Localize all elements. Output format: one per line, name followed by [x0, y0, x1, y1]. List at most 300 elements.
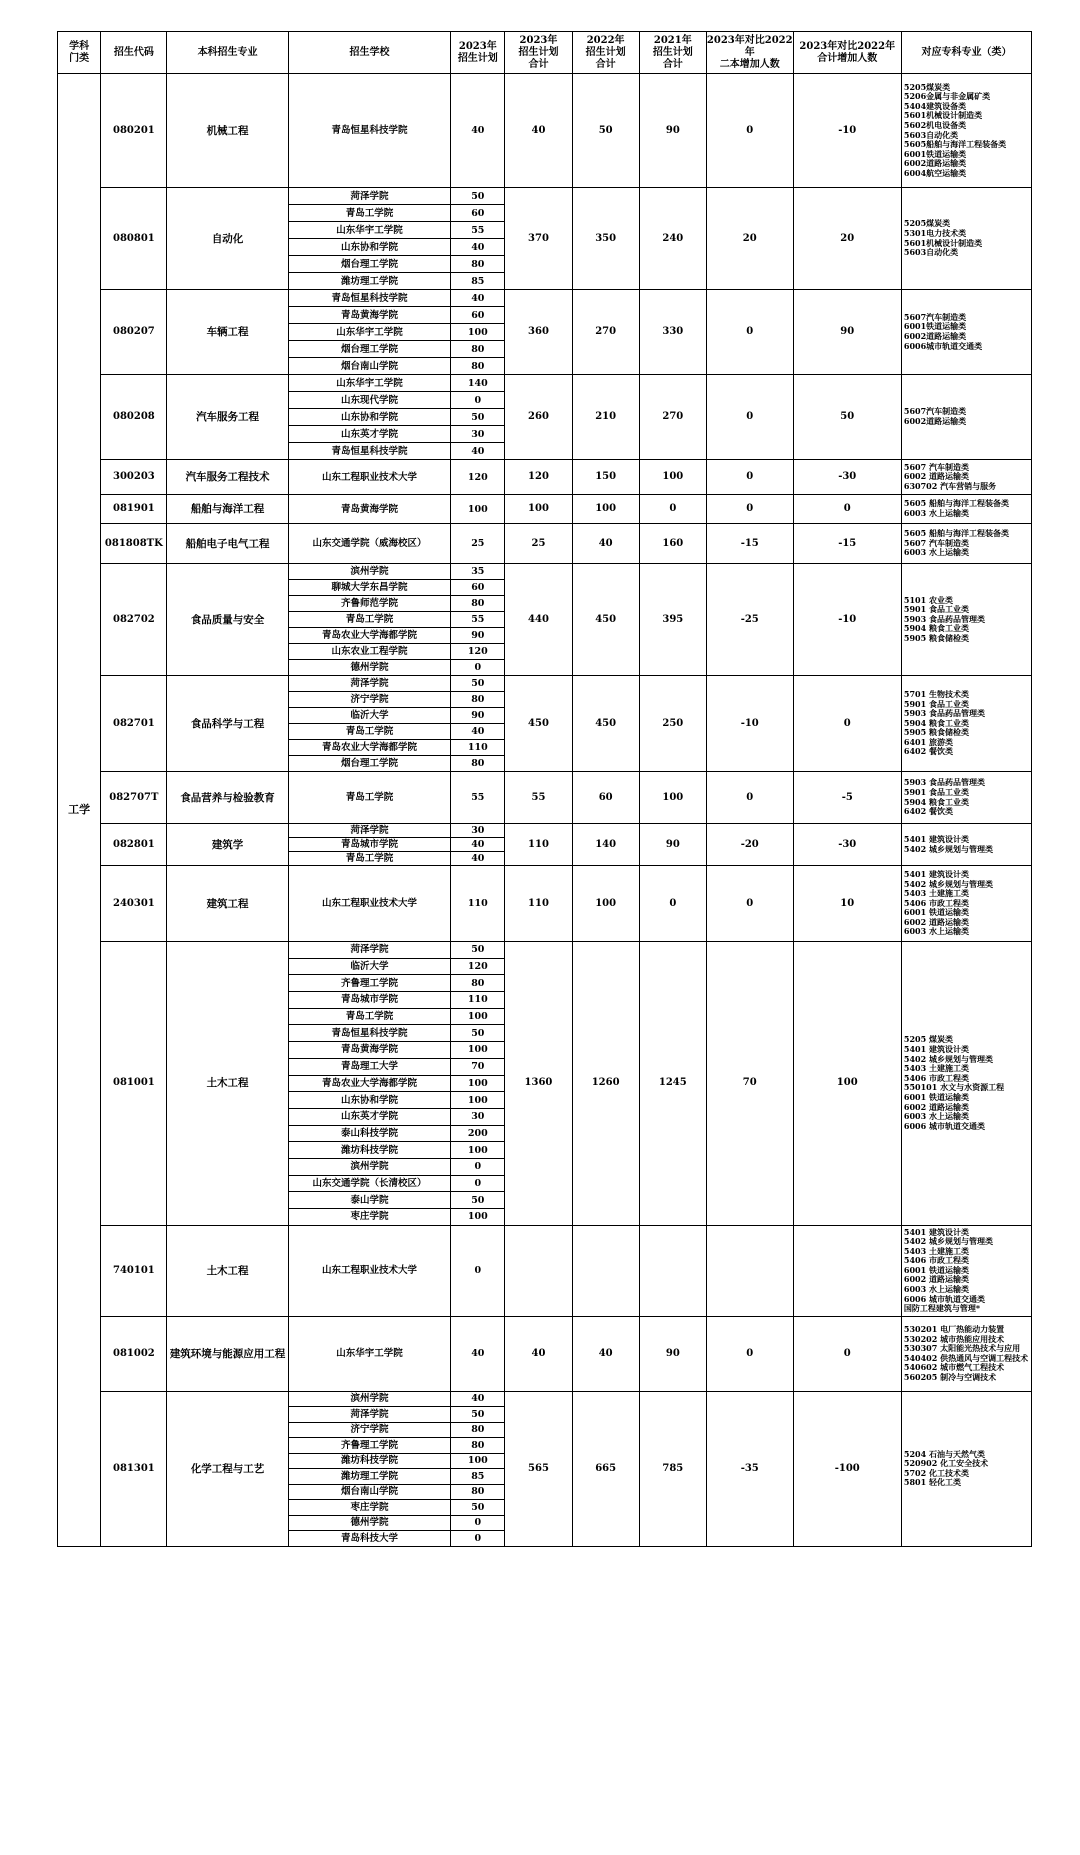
major-name: 建筑环境与能源应用工程 [167, 1316, 288, 1391]
school-plan-2023: 85 [451, 1469, 505, 1485]
mapping-list: 5205煤炭类 5301电力技术类 5601机械设计制造类 5603自动化类 [901, 188, 1031, 290]
increase-total: 0 [793, 495, 901, 524]
total-2022 [572, 1225, 639, 1316]
school-plan-2023: 140 [451, 375, 505, 392]
total-2023: 360 [505, 290, 572, 375]
mapping-list: 5101 农业类 5901 食品工业类 5903 食品药品管理类 5904 粮食工业类 5905 粮食储检类 [901, 564, 1031, 676]
increase-total: 10 [793, 866, 901, 942]
header-line: 门类 [69, 52, 90, 64]
total-2023: 55 [505, 772, 572, 824]
total-2021: 395 [639, 564, 706, 676]
total-2022: 60 [572, 772, 639, 824]
school-name: 青岛恒星科技学院 [288, 443, 451, 460]
school-name: 烟台南山学院 [288, 1484, 451, 1500]
mapping-list: 5205 煤炭类 5401 建筑设计类 5402 城乡规划与管理类 5403 土建施工类 5406 市政工程类 550101 水文与水资源工程 6001 铁道运输类 6002 道路运输类 6003 水上运输类 6006 城市轨道交通类 [901, 942, 1031, 1226]
school-plan-2023: 60 [451, 580, 505, 596]
school-plan-2023: 200 [451, 1125, 505, 1142]
mapping-list: 5204 石油与天然气类 520902 化工安全技术 5702 化工技术类 5801 轻化工类 [901, 1391, 1031, 1546]
total-2022: 50 [572, 74, 639, 188]
school-name: 青岛理工大学 [288, 1058, 451, 1075]
admission-plan-table [57, 31, 1032, 1547]
school-plan-2023: 40 [451, 74, 505, 188]
total-2022: 40 [572, 524, 639, 564]
table-row [58, 460, 1032, 495]
school-name: 青岛科技大学 [288, 1531, 451, 1547]
total-2022: 100 [572, 495, 639, 524]
school-plan-2023: 50 [451, 1025, 505, 1042]
header-line: 合计 [528, 58, 549, 70]
school-name: 青岛工学院 [288, 612, 451, 628]
school-name: 临沂大学 [288, 708, 451, 724]
school-plan-2023: 40 [451, 1316, 505, 1391]
increase-total [793, 1225, 901, 1316]
school-name: 潍坊科技学院 [288, 1142, 451, 1159]
school-name: 山东英才学院 [288, 1108, 451, 1125]
total-2022: 40 [572, 1316, 639, 1391]
school-name: 菏泽学院 [288, 1407, 451, 1423]
total-2022: 150 [572, 460, 639, 495]
header-discipline [58, 32, 101, 74]
school-name: 齐鲁师范学院 [288, 596, 451, 612]
school-name: 临沂大学 [288, 958, 451, 975]
header-line: 合计 [595, 58, 616, 70]
table-row [58, 74, 1032, 188]
school-plan-2023: 100 [451, 1142, 505, 1159]
school-plan-2023: 100 [451, 1453, 505, 1469]
table-row [58, 772, 1032, 824]
increase-total: -15 [793, 524, 901, 564]
school-plan-2023: 40 [451, 443, 505, 460]
school-plan-2023: 0 [451, 1515, 505, 1531]
increase-total: 100 [793, 942, 901, 1226]
table-row [58, 1391, 1032, 1407]
school-plan-2023: 0 [451, 1158, 505, 1175]
total-2022: 450 [572, 676, 639, 772]
header-line: 2023年对比2022年 [799, 40, 896, 52]
major-code: 081808TK [101, 524, 167, 564]
school-plan-2023: 0 [451, 1531, 505, 1547]
major-code: 081901 [101, 495, 167, 524]
total-2023: 40 [505, 1316, 572, 1391]
mapping-list: 5605 船舶与海洋工程装备类 6003 水上运输类 [901, 495, 1031, 524]
school-name: 青岛黄海学院 [288, 1042, 451, 1059]
header-line: 招生计划 [585, 46, 626, 58]
school-name: 烟台理工学院 [288, 341, 451, 358]
major-name: 汽车服务工程技术 [167, 460, 288, 495]
header-total-2023 [505, 32, 572, 74]
school-plan-2023: 90 [451, 708, 505, 724]
header-school [288, 32, 451, 74]
major-code: 082707T [101, 772, 167, 824]
school-name: 山东华宇工学院 [288, 1316, 451, 1391]
table-body [58, 74, 1032, 1547]
school-plan-2023: 30 [451, 1108, 505, 1125]
header-line: 2023年 [458, 40, 497, 52]
school-name: 青岛工学院 [288, 852, 451, 866]
major-code: 300203 [101, 460, 167, 495]
header-line: 2023年对比2022年 [706, 34, 793, 58]
school-plan-2023: 55 [451, 222, 505, 239]
increase-second-tier: 0 [706, 772, 793, 824]
total-2021: 100 [639, 772, 706, 824]
mapping-list: 5401 建筑设计类 5402 城乡规划与管理类 [901, 824, 1031, 866]
table-row [58, 866, 1032, 942]
major-name: 食品营养与检验教育 [167, 772, 288, 824]
school-plan-2023: 0 [451, 392, 505, 409]
major-name: 船舶电子电气工程 [167, 524, 288, 564]
school-name: 青岛工学院 [288, 724, 451, 740]
school-plan-2023: 100 [451, 1092, 505, 1109]
mapping-list: 5701 生物技术类 5901 食品工业类 5903 食品药品管理类 5904 粮食工业类 5905 粮食储检类 6401 旅游类 6402 餐饮类 [901, 676, 1031, 772]
total-2021: 90 [639, 824, 706, 866]
school-plan-2023: 55 [451, 612, 505, 628]
school-name: 滨州学院 [288, 1158, 451, 1175]
total-2021 [639, 1225, 706, 1316]
school-plan-2023: 80 [451, 596, 505, 612]
mapping-list: 5205煤炭类 5206金属与非金属矿类 5404建筑设备类 5601机械设计制造类 5602机电设备类 5603自动化类 5605船舶与海洋工程装备类 6001铁道运输类 6002道路运输类 6004航空运输类 [901, 74, 1031, 188]
total-2022: 450 [572, 564, 639, 676]
school-name: 青岛农业大学海都学院 [288, 740, 451, 756]
school-name: 德州学院 [288, 1515, 451, 1531]
total-2023: 25 [505, 524, 572, 564]
increase-second-tier: 0 [706, 1316, 793, 1391]
header-row [58, 32, 1032, 74]
school-name: 泰山科技学院 [288, 1125, 451, 1142]
school-name: 枣庄学院 [288, 1209, 451, 1226]
school-plan-2023: 50 [451, 676, 505, 692]
total-2021: 90 [639, 74, 706, 188]
school-plan-2023: 100 [451, 324, 505, 341]
discipline-cell: 工学 [58, 74, 101, 1547]
school-name: 青岛工学院 [288, 772, 451, 824]
header-line: 合计增加人数 [817, 52, 878, 64]
total-2023: 450 [505, 676, 572, 772]
major-code: 080801 [101, 188, 167, 290]
increase-second-tier: 0 [706, 290, 793, 375]
total-2021: 160 [639, 524, 706, 564]
table-row [58, 375, 1032, 392]
total-2021: 0 [639, 866, 706, 942]
total-2023: 110 [505, 824, 572, 866]
school-plan-2023: 0 [451, 1225, 505, 1316]
increase-total: 0 [793, 676, 901, 772]
school-plan-2023: 40 [451, 724, 505, 740]
total-2022: 140 [572, 824, 639, 866]
header-line: 二本增加人数 [719, 58, 780, 70]
major-code: 082801 [101, 824, 167, 866]
increase-second-tier: 0 [706, 460, 793, 495]
school-name: 德州学院 [288, 660, 451, 676]
school-plan-2023: 80 [451, 341, 505, 358]
school-name: 青岛城市学院 [288, 838, 451, 852]
increase-second-tier: 0 [706, 866, 793, 942]
school-name: 山东协和学院 [288, 409, 451, 426]
major-name: 汽车服务工程 [167, 375, 288, 460]
school-plan-2023: 100 [451, 1075, 505, 1092]
mapping-list: 530201 电厂热能动力装置 530202 城市热能应用技术 530307 太阳能光热技术与应用 540402 供热通风与空调工程技术 540602 城市燃气工程技术 560205 制冷与空调技术 [901, 1316, 1031, 1391]
table-row [58, 676, 1032, 692]
school-plan-2023: 120 [451, 460, 505, 495]
school-plan-2023: 110 [451, 866, 505, 942]
school-plan-2023: 0 [451, 1175, 505, 1192]
table-row [58, 1316, 1032, 1391]
school-name: 济宁学院 [288, 1422, 451, 1438]
mapping-list: 5401 建筑设计类 5402 城乡规划与管理类 5403 土建施工类 5406 市政工程类 6001 铁道运输类 6002 道路运输类 6003 水上运输类 6006 城市轨道交通类 国防工程建筑与管理* [901, 1225, 1031, 1316]
table-row [58, 1225, 1032, 1316]
school-plan-2023: 85 [451, 273, 505, 290]
school-plan-2023: 0 [451, 660, 505, 676]
header-code [101, 32, 167, 74]
increase-second-tier: 0 [706, 375, 793, 460]
school-name: 菏泽学院 [288, 676, 451, 692]
school-name: 菏泽学院 [288, 942, 451, 959]
school-plan-2023: 120 [451, 644, 505, 660]
school-plan-2023: 100 [451, 1008, 505, 1025]
school-plan-2023: 35 [451, 564, 505, 580]
total-2021: 240 [639, 188, 706, 290]
school-name: 山东工程职业技术大学 [288, 460, 451, 495]
major-code: 740101 [101, 1225, 167, 1316]
total-2023: 565 [505, 1391, 572, 1546]
major-name: 车辆工程 [167, 290, 288, 375]
header-total-2021 [639, 32, 706, 74]
school-name: 青岛黄海学院 [288, 495, 451, 524]
school-plan-2023: 55 [451, 772, 505, 824]
total-2022: 665 [572, 1391, 639, 1546]
header-line: 2021年 [653, 34, 692, 46]
school-plan-2023: 30 [451, 426, 505, 443]
school-plan-2023: 40 [451, 239, 505, 256]
school-name: 潍坊理工学院 [288, 273, 451, 290]
major-code: 080201 [101, 74, 167, 188]
major-name: 建筑工程 [167, 866, 288, 942]
school-name: 山东交通学院（威海校区） [288, 524, 451, 564]
mapping-list: 5903 食品药品管理类 5901 食品工业类 5904 粮食工业类 6402 餐饮类 [901, 772, 1031, 824]
header-increase-second-tier [706, 32, 793, 74]
header-line: 对应专科专业（类） [921, 46, 1012, 58]
school-plan-2023: 40 [451, 852, 505, 866]
total-2021: 270 [639, 375, 706, 460]
mapping-list: 5607汽车制造类 6002道路运输类 [901, 375, 1031, 460]
table-row [58, 524, 1032, 564]
school-name: 聊城大学东昌学院 [288, 580, 451, 596]
increase-total: -10 [793, 564, 901, 676]
school-plan-2023: 120 [451, 958, 505, 975]
increase-second-tier: 0 [706, 74, 793, 188]
school-plan-2023: 70 [451, 1058, 505, 1075]
increase-total: -100 [793, 1391, 901, 1546]
school-name: 青岛农业大学海都学院 [288, 1075, 451, 1092]
increase-total: 0 [793, 1316, 901, 1391]
increase-total: -30 [793, 824, 901, 866]
increase-second-tier: 70 [706, 942, 793, 1226]
major-code: 080208 [101, 375, 167, 460]
total-2023: 1360 [505, 942, 572, 1226]
increase-second-tier: -35 [706, 1391, 793, 1546]
school-plan-2023: 100 [451, 1209, 505, 1226]
major-code: 080207 [101, 290, 167, 375]
major-name: 船舶与海洋工程 [167, 495, 288, 524]
total-2021: 785 [639, 1391, 706, 1546]
header-line: 招生代码 [113, 46, 154, 58]
school-name: 泰山学院 [288, 1192, 451, 1209]
school-name: 山东华宇工学院 [288, 324, 451, 341]
school-name: 青岛工学院 [288, 1008, 451, 1025]
school-plan-2023: 50 [451, 1500, 505, 1516]
school-plan-2023: 50 [451, 1407, 505, 1423]
major-code: 081001 [101, 942, 167, 1226]
school-name: 山东协和学院 [288, 1092, 451, 1109]
school-plan-2023: 80 [451, 975, 505, 992]
mapping-list: 5605 船舶与海洋工程装备类 5607 汽车制造类 6003 水上运输类 [901, 524, 1031, 564]
total-2022: 100 [572, 866, 639, 942]
header-line: 本科招生专业 [197, 46, 258, 58]
table-row [58, 942, 1032, 959]
school-name: 山东交通学院（长清校区） [288, 1175, 451, 1192]
school-plan-2023: 40 [451, 290, 505, 307]
school-name: 滨州学院 [288, 564, 451, 580]
school-name: 枣庄学院 [288, 1500, 451, 1516]
total-2022: 210 [572, 375, 639, 460]
school-name: 烟台南山学院 [288, 358, 451, 375]
header-line: 招生计划 [457, 52, 498, 64]
increase-second-tier: -20 [706, 824, 793, 866]
mapping-list: 5607汽车制造类 6001铁道运输类 6002道路运输类 6006城市轨道交通类 [901, 290, 1031, 375]
total-2023: 370 [505, 188, 572, 290]
school-name: 山东农业工程学院 [288, 644, 451, 660]
school-plan-2023: 80 [451, 1422, 505, 1438]
header-line: 学科 [69, 40, 90, 52]
header-line: 招生计划 [518, 46, 559, 58]
school-name: 烟台理工学院 [288, 756, 451, 772]
increase-second-tier [706, 1225, 793, 1316]
school-name: 滨州学院 [288, 1391, 451, 1407]
major-name: 食品科学与工程 [167, 676, 288, 772]
increase-second-tier: 0 [706, 495, 793, 524]
school-plan-2023: 80 [451, 692, 505, 708]
major-code: 082701 [101, 676, 167, 772]
school-name: 青岛城市学院 [288, 992, 451, 1009]
increase-total: -30 [793, 460, 901, 495]
increase-total: 90 [793, 290, 901, 375]
header-line: 2022年 [586, 34, 625, 46]
school-plan-2023: 50 [451, 942, 505, 959]
header-total-2022 [572, 32, 639, 74]
mapping-list: 5401 建筑设计类 5402 城乡规划与管理类 5403 土建施工类 5406 市政工程类 6001 铁道运输类 6002 道路运输类 6003 水上运输类 [901, 866, 1031, 942]
total-2023: 100 [505, 495, 572, 524]
mapping-list: 5607 汽车制造类 6002 道路运输类 630702 汽车营销与服务 [901, 460, 1031, 495]
major-code: 082702 [101, 564, 167, 676]
major-name: 食品质量与安全 [167, 564, 288, 676]
school-plan-2023: 100 [451, 1042, 505, 1059]
school-plan-2023: 30 [451, 824, 505, 838]
increase-second-tier: -25 [706, 564, 793, 676]
total-2021: 330 [639, 290, 706, 375]
increase-total: 20 [793, 188, 901, 290]
major-name: 建筑学 [167, 824, 288, 866]
total-2021: 0 [639, 495, 706, 524]
major-name: 土木工程 [167, 1225, 288, 1316]
table-row [58, 188, 1032, 205]
school-plan-2023: 110 [451, 740, 505, 756]
increase-total: 50 [793, 375, 901, 460]
header-line: 招生计划 [652, 46, 693, 58]
school-name: 青岛农业大学海都学院 [288, 628, 451, 644]
total-2023: 110 [505, 866, 572, 942]
school-name: 齐鲁理工学院 [288, 975, 451, 992]
school-name: 青岛工学院 [288, 205, 451, 222]
school-name: 山东工程职业技术大学 [288, 1225, 451, 1316]
school-plan-2023: 40 [451, 1391, 505, 1407]
school-name: 山东华宇工学院 [288, 375, 451, 392]
school-plan-2023: 80 [451, 1438, 505, 1454]
school-name: 山东现代学院 [288, 392, 451, 409]
table-row [58, 564, 1032, 580]
total-2022: 1260 [572, 942, 639, 1226]
total-2022: 350 [572, 188, 639, 290]
table-row [58, 290, 1032, 307]
school-name: 青岛恒星科技学院 [288, 74, 451, 188]
increase-total: -10 [793, 74, 901, 188]
school-name: 潍坊理工学院 [288, 1469, 451, 1485]
total-2021: 1245 [639, 942, 706, 1226]
header-line: 2023年 [519, 34, 558, 46]
school-plan-2023: 50 [451, 1192, 505, 1209]
major-name: 自动化 [167, 188, 288, 290]
school-plan-2023: 90 [451, 628, 505, 644]
total-2022: 270 [572, 290, 639, 375]
major-code: 081002 [101, 1316, 167, 1391]
total-2021: 90 [639, 1316, 706, 1391]
school-name: 山东英才学院 [288, 426, 451, 443]
school-name: 山东工程职业技术大学 [288, 866, 451, 942]
total-2023: 40 [505, 74, 572, 188]
header-mapping [901, 32, 1031, 74]
header-line: 合计 [662, 58, 683, 70]
header-major [167, 32, 288, 74]
school-plan-2023: 80 [451, 756, 505, 772]
major-code: 240301 [101, 866, 167, 942]
school-name: 山东协和学院 [288, 239, 451, 256]
school-plan-2023: 50 [451, 409, 505, 426]
school-plan-2023: 60 [451, 205, 505, 222]
total-2021: 250 [639, 676, 706, 772]
increase-second-tier: -15 [706, 524, 793, 564]
table-row [58, 495, 1032, 524]
total-2021: 100 [639, 460, 706, 495]
table-row [58, 824, 1032, 838]
school-plan-2023: 100 [451, 495, 505, 524]
school-plan-2023: 110 [451, 992, 505, 1009]
major-name: 化学工程与工艺 [167, 1391, 288, 1546]
school-name: 齐鲁理工学院 [288, 1438, 451, 1454]
school-name: 青岛黄海学院 [288, 307, 451, 324]
increase-total: -5 [793, 772, 901, 824]
school-name: 菏泽学院 [288, 824, 451, 838]
school-plan-2023: 60 [451, 307, 505, 324]
school-plan-2023: 40 [451, 838, 505, 852]
header-line: 招生学校 [349, 46, 390, 58]
school-plan-2023: 80 [451, 358, 505, 375]
school-name: 青岛恒星科技学院 [288, 290, 451, 307]
school-plan-2023: 50 [451, 188, 505, 205]
total-2023: 120 [505, 460, 572, 495]
school-name: 烟台理工学院 [288, 256, 451, 273]
total-2023: 260 [505, 375, 572, 460]
header-increase-total [793, 32, 901, 74]
increase-second-tier: 20 [706, 188, 793, 290]
school-name: 山东华宇工学院 [288, 222, 451, 239]
